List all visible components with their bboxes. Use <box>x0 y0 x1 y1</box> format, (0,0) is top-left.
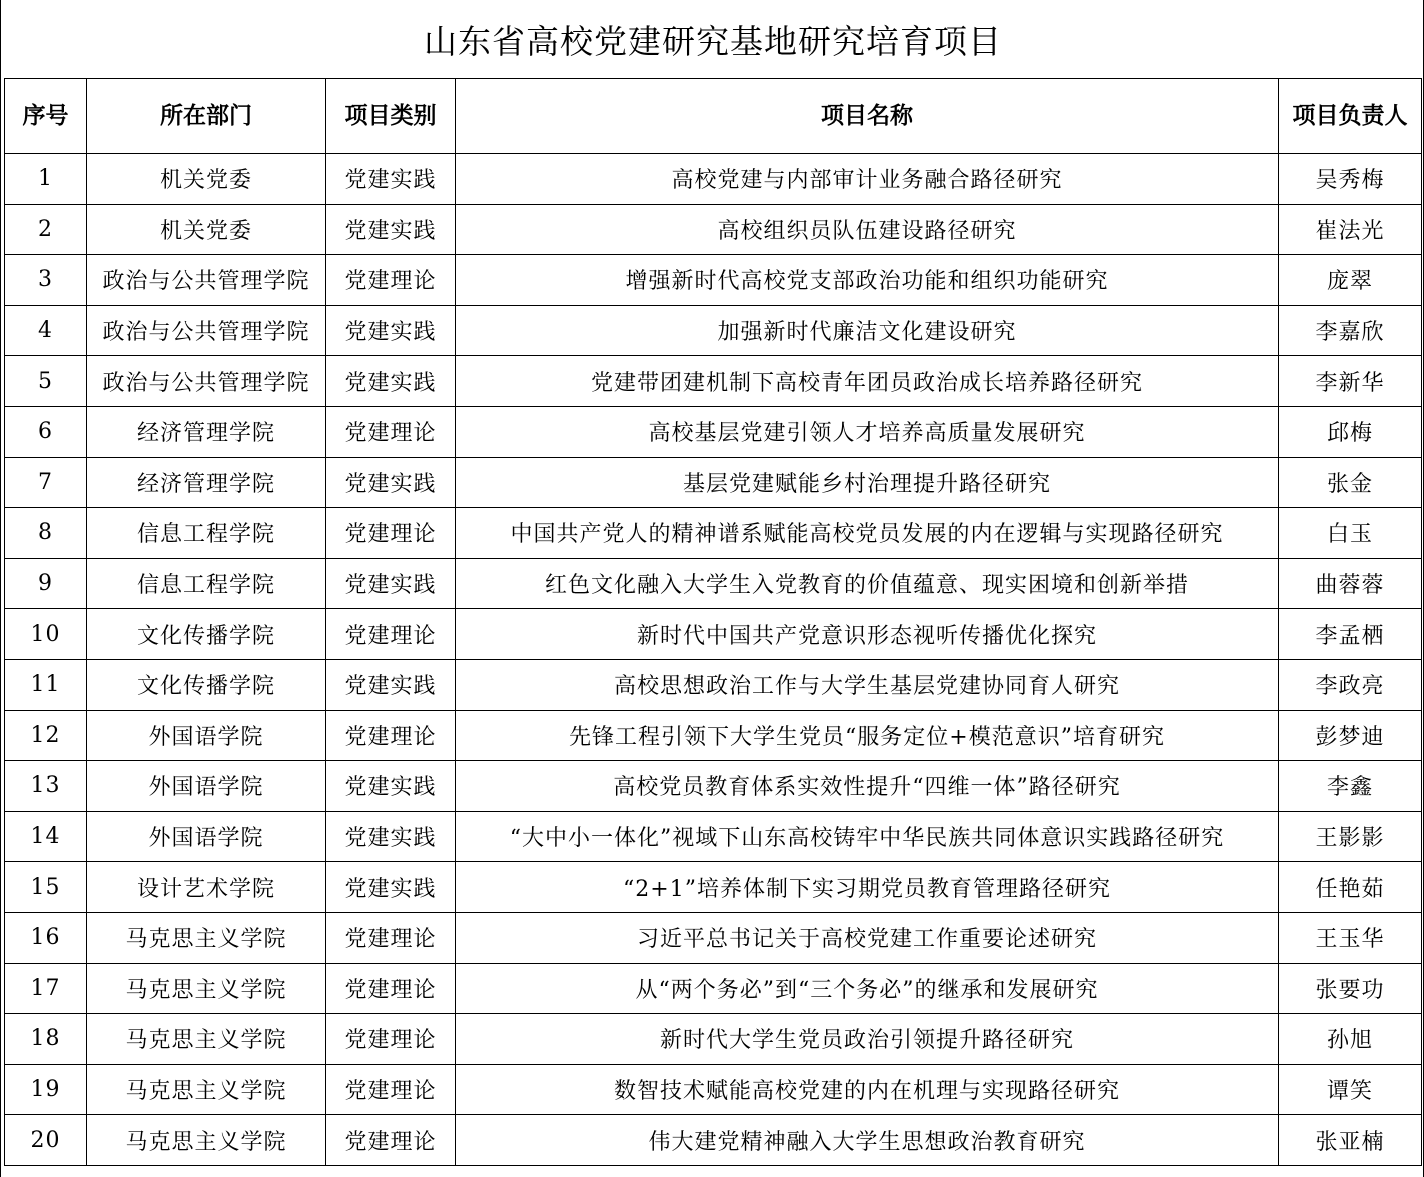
cell-no: 16 <box>5 912 87 963</box>
cell-category: 党建实践 <box>326 761 456 812</box>
cell-dept: 信息工程学院 <box>87 508 326 559</box>
cell-leader: 曲蓉蓉 <box>1279 558 1422 609</box>
table-row <box>5 255 1422 306</box>
cell-no: 8 <box>5 508 87 559</box>
cell-no: 7 <box>5 457 87 508</box>
table-row <box>5 862 1422 913</box>
cell-category: 党建实践 <box>326 862 456 913</box>
cell-dept: 外国语学院 <box>87 710 326 761</box>
table-row <box>5 558 1422 609</box>
table-row <box>5 1064 1422 1115</box>
cell-dept: 机关党委 <box>87 154 326 205</box>
table-row <box>5 811 1422 862</box>
table-row <box>5 761 1422 812</box>
cell-no: 14 <box>5 811 87 862</box>
cell-leader: 李政亮 <box>1279 659 1422 710</box>
cell-name: 新时代大学生党员政治引领提升路径研究 <box>456 1014 1279 1065</box>
cell-category: 党建理论 <box>326 508 456 559</box>
cell-category: 党建理论 <box>326 406 456 457</box>
table-row <box>5 1115 1422 1166</box>
table-row <box>5 1014 1422 1065</box>
cell-leader: 张亚楠 <box>1279 1115 1422 1166</box>
cell-category: 党建实践 <box>326 154 456 205</box>
cell-no: 9 <box>5 558 87 609</box>
cell-name: 基层党建赋能乡村治理提升路径研究 <box>456 457 1279 508</box>
column-header-leader: 项目负责人 <box>1279 79 1422 154</box>
cell-dept: 经济管理学院 <box>87 457 326 508</box>
column-header-category: 项目类别 <box>326 79 456 154</box>
table-body <box>5 154 1422 1166</box>
cell-name: 高校党建与内部审计业务融合路径研究 <box>456 154 1279 205</box>
cell-name: 党建带团建机制下高校青年团员政治成长培养路径研究 <box>456 356 1279 407</box>
cell-category: 党建实践 <box>326 305 456 356</box>
table-row <box>5 710 1422 761</box>
cell-dept: 马克思主义学院 <box>87 1115 326 1166</box>
cell-dept: 马克思主义学院 <box>87 912 326 963</box>
cell-leader: 李孟栖 <box>1279 609 1422 660</box>
table-row <box>5 963 1422 1014</box>
cell-no: 17 <box>5 963 87 1014</box>
table-row <box>5 154 1422 205</box>
cell-no: 5 <box>5 356 87 407</box>
cell-no: 1 <box>5 154 87 205</box>
cell-category: 党建实践 <box>326 659 456 710</box>
cell-leader: 李鑫 <box>1279 761 1422 812</box>
table-row <box>5 609 1422 660</box>
cell-no: 13 <box>5 761 87 812</box>
column-header-no: 序号 <box>5 79 87 154</box>
column-header-dept: 所在部门 <box>87 79 326 154</box>
cell-no: 4 <box>5 305 87 356</box>
cell-leader: 张金 <box>1279 457 1422 508</box>
cell-leader: 彭梦迪 <box>1279 710 1422 761</box>
cell-dept: 政治与公共管理学院 <box>87 305 326 356</box>
cell-category: 党建实践 <box>326 558 456 609</box>
cell-leader: 王影影 <box>1279 811 1422 862</box>
cell-name: 加强新时代廉洁文化建设研究 <box>456 305 1279 356</box>
cell-name: “2+1”培养体制下实习期党员教育管理路径研究 <box>456 862 1279 913</box>
cell-dept: 经济管理学院 <box>87 406 326 457</box>
cell-leader: 任艳茹 <box>1279 862 1422 913</box>
cell-category: 党建理论 <box>326 912 456 963</box>
cell-no: 18 <box>5 1014 87 1065</box>
cell-dept: 政治与公共管理学院 <box>87 255 326 306</box>
cell-name: “大中小一体化”视域下山东高校铸牢中华民族共同体意识实践路径研究 <box>456 811 1279 862</box>
cell-category: 党建实践 <box>326 204 456 255</box>
cell-dept: 马克思主义学院 <box>87 1014 326 1065</box>
cell-leader: 孙旭 <box>1279 1014 1422 1065</box>
cell-name: 伟大建党精神融入大学生思想政治教育研究 <box>456 1115 1279 1166</box>
cell-no: 15 <box>5 862 87 913</box>
cell-name: 习近平总书记关于高校党建工作重要论述研究 <box>456 912 1279 963</box>
cell-category: 党建理论 <box>326 1014 456 1065</box>
cell-no: 20 <box>5 1115 87 1166</box>
cell-category: 党建实践 <box>326 457 456 508</box>
cell-leader: 吴秀梅 <box>1279 154 1422 205</box>
cell-name: 中国共产党人的精神谱系赋能高校党员发展的内在逻辑与实现路径研究 <box>456 508 1279 559</box>
cell-no: 2 <box>5 204 87 255</box>
cell-category: 党建理论 <box>326 710 456 761</box>
cell-no: 11 <box>5 659 87 710</box>
cell-dept: 文化传播学院 <box>87 659 326 710</box>
cell-no: 10 <box>5 609 87 660</box>
cell-category: 党建实践 <box>326 811 456 862</box>
cell-name: 高校基层党建引领人才培养高质量发展研究 <box>456 406 1279 457</box>
cell-dept: 政治与公共管理学院 <box>87 356 326 407</box>
cell-dept: 外国语学院 <box>87 761 326 812</box>
cell-name: 先锋工程引领下大学生党员“服务定位+模范意识”培育研究 <box>456 710 1279 761</box>
cell-dept: 文化传播学院 <box>87 609 326 660</box>
cell-name: 高校组织员队伍建设路径研究 <box>456 204 1279 255</box>
project-table <box>4 78 1422 1166</box>
cell-dept: 设计艺术学院 <box>87 862 326 913</box>
cell-category: 党建实践 <box>326 356 456 407</box>
cell-leader: 李新华 <box>1279 356 1422 407</box>
cell-name: 新时代中国共产党意识形态视听传播优化探究 <box>456 609 1279 660</box>
cell-dept: 马克思主义学院 <box>87 1064 326 1115</box>
table-row <box>5 659 1422 710</box>
cell-dept: 信息工程学院 <box>87 558 326 609</box>
cell-leader: 庞翠 <box>1279 255 1422 306</box>
cell-no: 6 <box>5 406 87 457</box>
cell-name: 从“两个务必”到“三个务必”的继承和发展研究 <box>456 963 1279 1014</box>
cell-leader: 谭笑 <box>1279 1064 1422 1115</box>
cell-name: 高校党员教育体系实效性提升“四维一体”路径研究 <box>456 761 1279 812</box>
cell-leader: 邱梅 <box>1279 406 1422 457</box>
cell-no: 12 <box>5 710 87 761</box>
cell-leader: 白玉 <box>1279 508 1422 559</box>
cell-no: 3 <box>5 255 87 306</box>
table-row <box>5 356 1422 407</box>
cell-no: 19 <box>5 1064 87 1115</box>
cell-dept: 马克思主义学院 <box>87 963 326 1014</box>
column-header-name: 项目名称 <box>456 79 1279 154</box>
table-row <box>5 457 1422 508</box>
cell-name: 高校思想政治工作与大学生基层党建协同育人研究 <box>456 659 1279 710</box>
table-row <box>5 305 1422 356</box>
cell-category: 党建理论 <box>326 255 456 306</box>
table-row <box>5 508 1422 559</box>
cell-dept: 外国语学院 <box>87 811 326 862</box>
page-title: 山东省高校党建研究基地研究培育项目 <box>424 22 1002 61</box>
cell-name: 红色文化融入大学生入党教育的价值蕴意、现实困境和创新举措 <box>456 558 1279 609</box>
cell-leader: 张要功 <box>1279 963 1422 1014</box>
table-row <box>5 204 1422 255</box>
table-row <box>5 912 1422 963</box>
cell-dept: 机关党委 <box>87 204 326 255</box>
cell-category: 党建理论 <box>326 963 456 1014</box>
table-row <box>5 406 1422 457</box>
cell-category: 党建理论 <box>326 609 456 660</box>
cell-name: 增强新时代高校党支部政治功能和组织功能研究 <box>456 255 1279 306</box>
cell-name: 数智技术赋能高校党建的内在机理与实现路径研究 <box>456 1064 1279 1115</box>
cell-leader: 王玉华 <box>1279 912 1422 963</box>
cell-leader: 崔法光 <box>1279 204 1422 255</box>
table-header-row <box>5 79 1422 154</box>
cell-category: 党建理论 <box>326 1064 456 1115</box>
cell-leader: 李嘉欣 <box>1279 305 1422 356</box>
cell-category: 党建理论 <box>326 1115 456 1166</box>
